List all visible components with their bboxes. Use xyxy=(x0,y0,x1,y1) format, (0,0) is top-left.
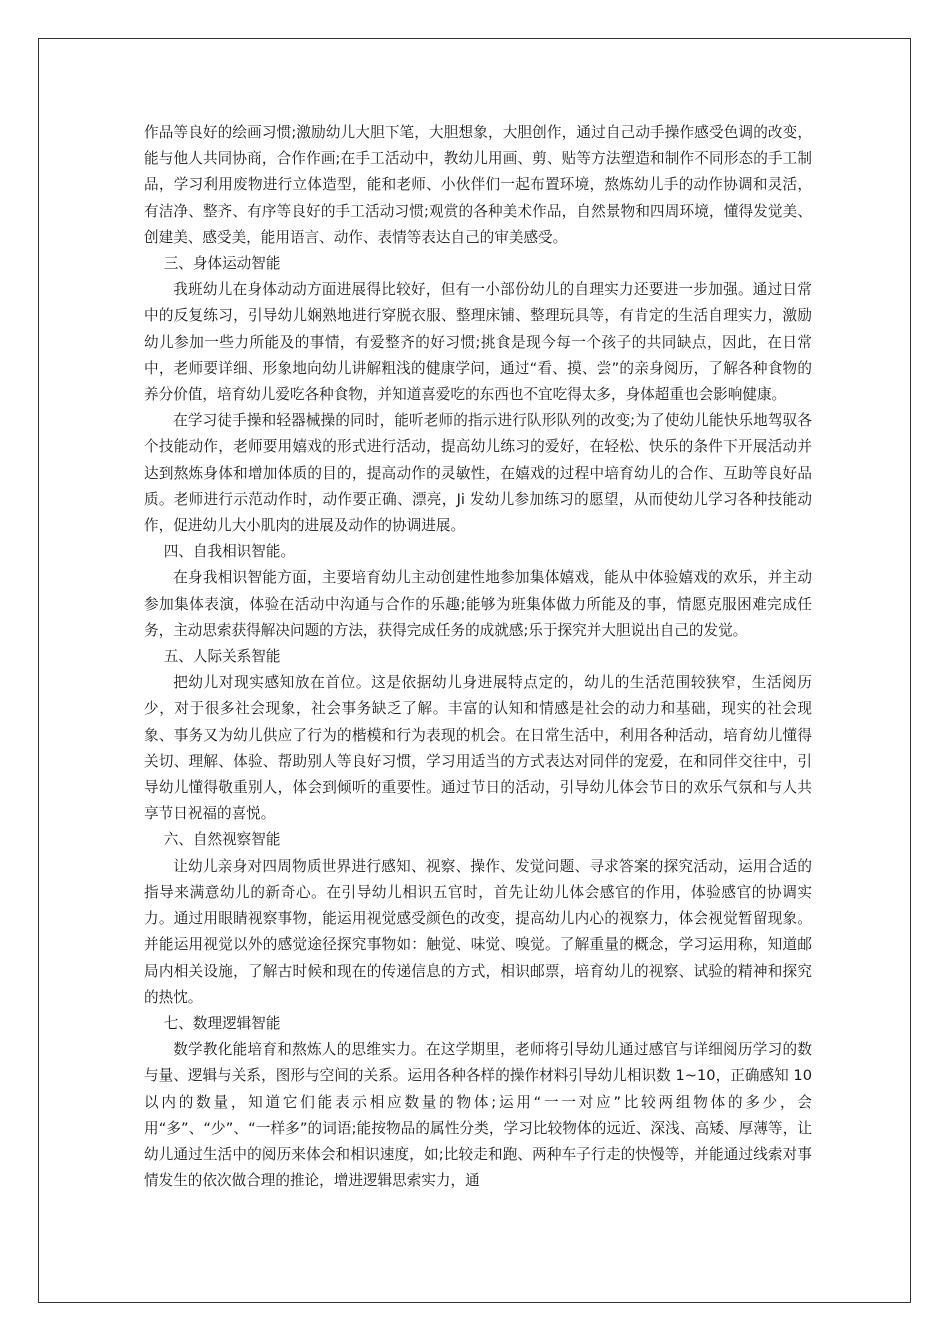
heading-interpersonal: 五、人际关系智能 xyxy=(163,648,281,666)
paragraph-self-awareness: 在身我相识智能方面，主要培育幼儿主动创建性地参加集体嬉戏，能从中体验嬉戏的欢乐，并主动参加集体表演，体验在活动中沟通与合作的乐趣;能够为班集体做力所能及的事，情愿克服困难完成任务，主动思索获得解决问题的方法，获得完成任务的成就感;乐于探究并大胆说出自己的发觉。 xyxy=(144,569,812,639)
heading-self-awareness: 四、自我相识智能。 xyxy=(163,543,296,561)
paragraph-logic-math: 数学教化能培育和熬炼人的思维实力。在这学期里，老师将引导幼儿通过感官与详细阅历学习的数与量、逻辑与关系，图形与空间的关系。运用各种各样的操作材料引导幼儿相识数 1~10，正确感知 10 以内的数量，知道它们能表示相应数量的物体;运用“一一对应”比较两组物体的多少，会用“多”、“少”、“一样多”的词语;能按物品的属性分类，学习比较物体的远近、深浅、高矮、厚薄等，让幼儿通过生活中的阅历来体会和相识速度，如;比较走和跑、两种车子行走的快慢等，并能通过线索对事情发生的依次做合理的推论，增进逻辑思索实力，通 xyxy=(144,1041,812,1190)
paragraph-body-movement-2: 在学习徒手操和轻器械操的同时，能听老师的指示进行队形队列的改变;为了使幼儿能快乐地驾驭各个技能动作，老师要用嬉戏的形式进行活动，提高幼儿练习的爱好，在轻松、快乐的条件下开展活动并达到熬炼身体和增加体质的目的，提高动作的灵敏性，在嬉戏的过程中培育幼儿的合作、互助等良好品质。老师进行示范动作时，动作要正确、漂亮，Ji 发幼儿参加练习的愿望，从而使幼儿学习各种技能动作，促进幼儿大小肌肉的进展及动作的协调进展。 xyxy=(144,412,812,535)
paragraph-art-habits: 作品等良好的绘画习惯;激励幼儿大胆下笔，大胆想象，大胆创作，通过自己动手操作感受色调的改变，能与他人共同协商，合作作画;在手工活动中，教幼儿用画、剪、贴等方法塑造和制作不同形态的手工制品，学习利用废物进行立体造型，能和老师、小伙伴们一起布置环境，熬炼幼儿手的动作协调和灵活，有洁净、整齐、有序等良好的手工活动习惯;观赏的各种美术作品，自然景物和四周环境，懂得发觉美、创建美、感受美，能用语言、动作、表情等表达自己的审美感受。 xyxy=(144,124,812,246)
paragraph-naturalist: 让幼儿亲身对四周物质世界进行感知、视察、操作、发觉问题、寻求答案的探究活动，运用合适的指导来满意幼儿的新奇心。在引导幼儿相识五官时，首先让幼儿体会感官的作用，体验感官的协调实力。通过用眼睛视察事物，能运用视觉感受颜色的改变，提高幼儿内心的视察力，体会视觉暂留现象。并能运用视觉以外的感觉途径探究事物如：触觉、味觉、嗅觉。了解重量的概念，学习运用称，知道邮局内相关设施，了解古时候和现在的传递信息的方式，相识邮票，培育幼儿的视察、试验的精神和探究的热忱。 xyxy=(144,857,812,1006)
paragraph-body-movement-1: 我班幼儿在身体动动方面进展得比较好，但有一小部份幼儿的自理实力还要进一步加强。通过日常中的反复练习，引导幼儿娴熟地进行穿脱衣服、整理床铺、整理玩具等，有肯定的生活自理实力，激励幼儿参加一些力所能及的事情，有爱整齐的好习惯;挑食是现今每一个孩子的共同缺点，因此，在日常中，老师要详细、形象地向幼儿讲解粗浅的健康学问，通过“看、摸、尝”的亲身阅历，了解各种食物的养分价值，培育幼儿爱吃各种食物，并知道喜爱吃的东西也不宜吃得太多，身体超重也会影响健康。 xyxy=(144,281,812,404)
paragraph-interpersonal: 把幼儿对现实感知放在首位。这是依据幼儿身进展特点定的，幼儿的生活范围较狭窄，生活阅历少，对于很多社会现象，社会事务缺乏了解。丰富的认知和情感是社会的动力和基础，现实的社会现象、事务又为幼儿供应了行为的楷模和行为表现的机会。在日常生活中，利用各种活动，培育幼儿懂得关切、理解、体验、帮助别人等良好习惯，学习用适当的方式表达对同伴的宠爱，在和同伴交往中，引导幼儿懂得敬重别人，体会到倾听的重要性。通过节日的活动，引导幼儿体会节日的欢乐气氛和与人共享节日祝福的喜悦。 xyxy=(144,674,812,823)
heading-naturalist: 六、自然视察智能 xyxy=(163,831,281,849)
heading-logic-math: 七、数理逻辑智能 xyxy=(163,1014,281,1032)
document-body xyxy=(144,120,812,1194)
heading-body-movement: 三、身体运动智能 xyxy=(163,255,281,273)
